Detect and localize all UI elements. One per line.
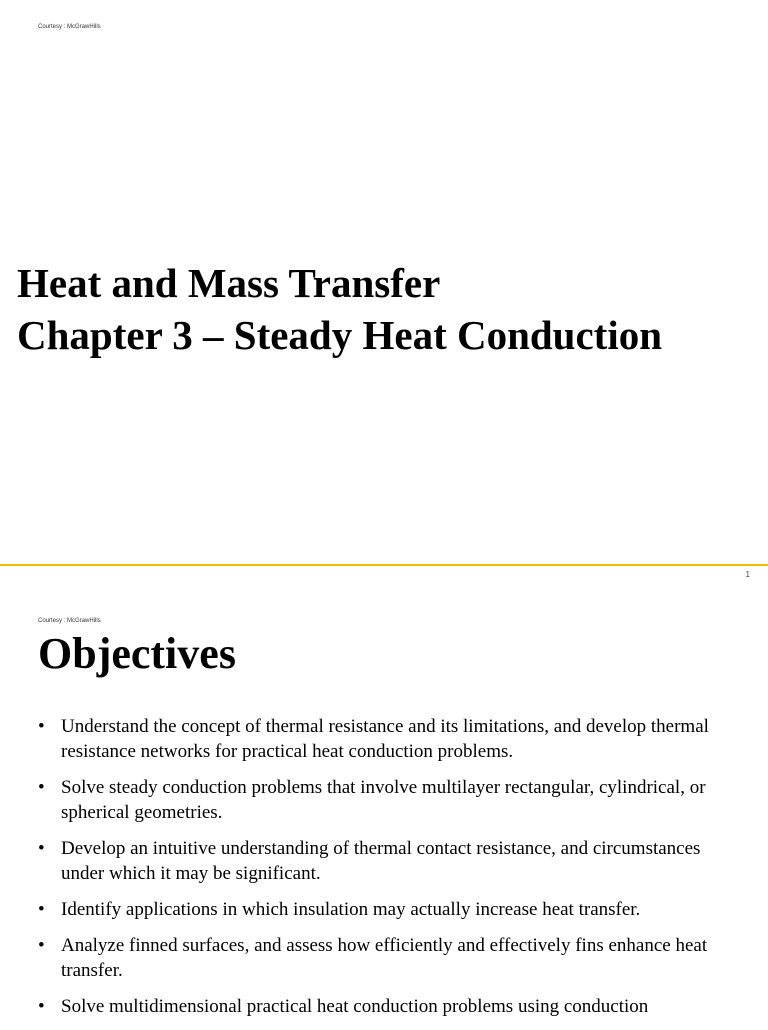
slide-title	[17, 257, 662, 361]
objective-item	[38, 775, 738, 825]
objective-text: Analyze finned surfaces, and assess how efficiently and effectively fins enhance heat transfer.	[61, 935, 708, 981]
page-number: 1	[745, 570, 750, 579]
objective-text: Solve multidimensional practical heat conduction problems using conduction	[61, 996, 649, 1017]
objectives-slide	[0, 566, 768, 1024]
bullet-icon: •	[38, 935, 45, 956]
objective-item	[38, 994, 738, 1019]
bullet-icon: •	[38, 777, 45, 798]
objective-item	[38, 933, 738, 983]
objective-item	[38, 714, 738, 764]
objectives-heading: Objectives	[38, 629, 236, 678]
objective-item	[38, 836, 738, 886]
bullet-icon: •	[38, 996, 45, 1017]
slide-title-line-1: Heat and Mass Transfer	[17, 260, 441, 306]
objective-text: Develop an intuitive understanding of thermal contact resistance, and circumstances under which it may be significant.	[61, 838, 701, 884]
objectives-list	[38, 714, 738, 1030]
bullet-icon: •	[38, 899, 45, 920]
courtesy-note: Courtesy : McGrawHills	[38, 618, 101, 624]
objective-text: Understand the concept of thermal resistance and its limitations, and develop thermal resistance networks for practical heat conduction problems.	[61, 716, 709, 762]
slide-title-line-2: Chapter 3 – Steady Heat Conduction	[17, 312, 663, 358]
bullet-icon: •	[38, 716, 45, 737]
courtesy-note: Courtesy : McGrawHills	[38, 24, 101, 30]
bullet-icon: •	[38, 838, 45, 859]
objective-item	[38, 897, 738, 922]
objective-text: Identify applications in which insulation may actually increase heat transfer.	[61, 899, 641, 920]
objective-text: Solve steady conduction problems that involve multilayer rectangular, cylindrical, or spherical geometries.	[61, 777, 706, 823]
